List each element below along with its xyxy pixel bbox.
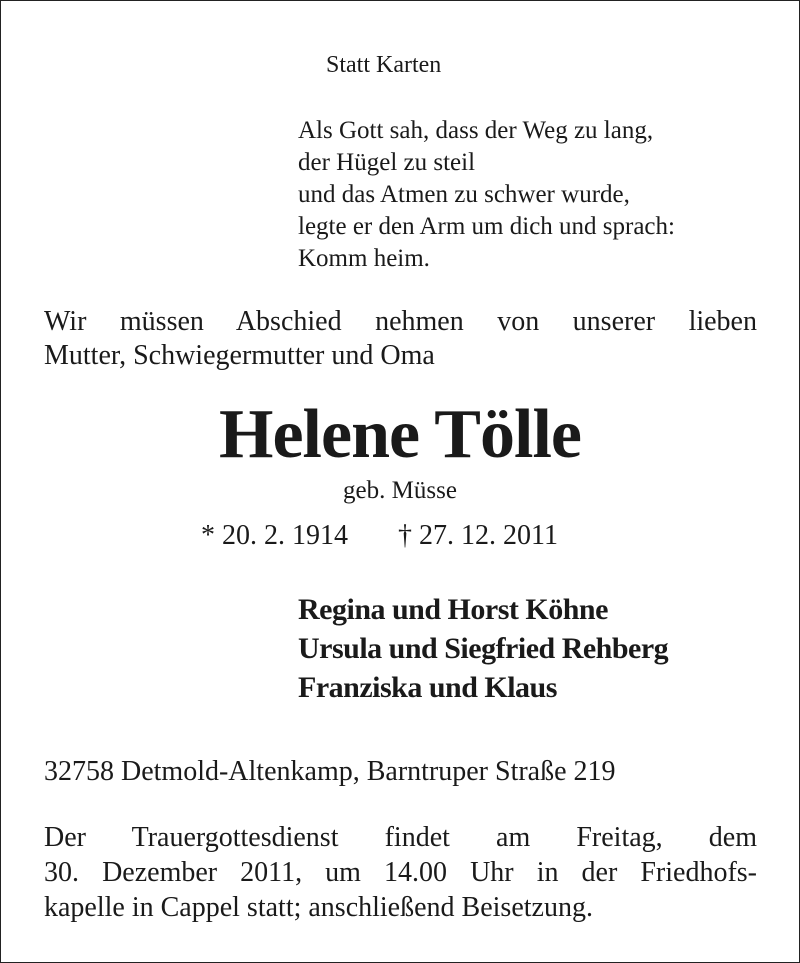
mourner-name: Franziska und Klaus <box>298 671 557 704</box>
intro-text <box>44 305 757 373</box>
service-info <box>44 820 757 925</box>
life-dates <box>201 518 558 554</box>
deceased-name: Helene Tölle <box>219 396 581 473</box>
service-line: kapelle in Cappel statt; anschließend Beisetzung. <box>44 892 593 923</box>
poem-line: und das Atmen zu schwer wurde, <box>298 181 630 208</box>
address: 32758 Detmold-Altenkamp, Barntruper Straße 219 <box>44 756 616 787</box>
intro-line: Mutter, Schwiegermutter und Oma <box>44 340 435 371</box>
poem-line: der Hügel zu steil <box>298 149 476 176</box>
service-line: Der Trauergottesdienst findet am Freitag, dem <box>44 822 757 853</box>
service-line: 30. Dezember 2011, um 14.00 Uhr in der Friedhofs- <box>44 857 757 888</box>
poem <box>298 115 675 275</box>
poem-line: legte er den Arm um dich und sprach: <box>298 213 675 240</box>
mourner-name: Regina und Horst Köhne <box>298 593 608 626</box>
poem-line: Als Gott sah, dass der Weg zu lang, <box>298 117 654 144</box>
maiden-name: geb. Müsse <box>343 477 457 504</box>
birth-date: * 20. 2. 1914 <box>201 520 348 551</box>
death-date: † 27. 12. 2011 <box>398 520 558 551</box>
intro-line: Wir müssen Abschied nehmen von unserer lieben <box>44 306 757 337</box>
mourner-name: Ursula und Siegfried Rehberg <box>298 632 669 665</box>
poem-line: Komm heim. <box>298 245 430 272</box>
mourners-list <box>298 590 668 707</box>
statt-karten-label: Statt Karten <box>326 52 442 78</box>
